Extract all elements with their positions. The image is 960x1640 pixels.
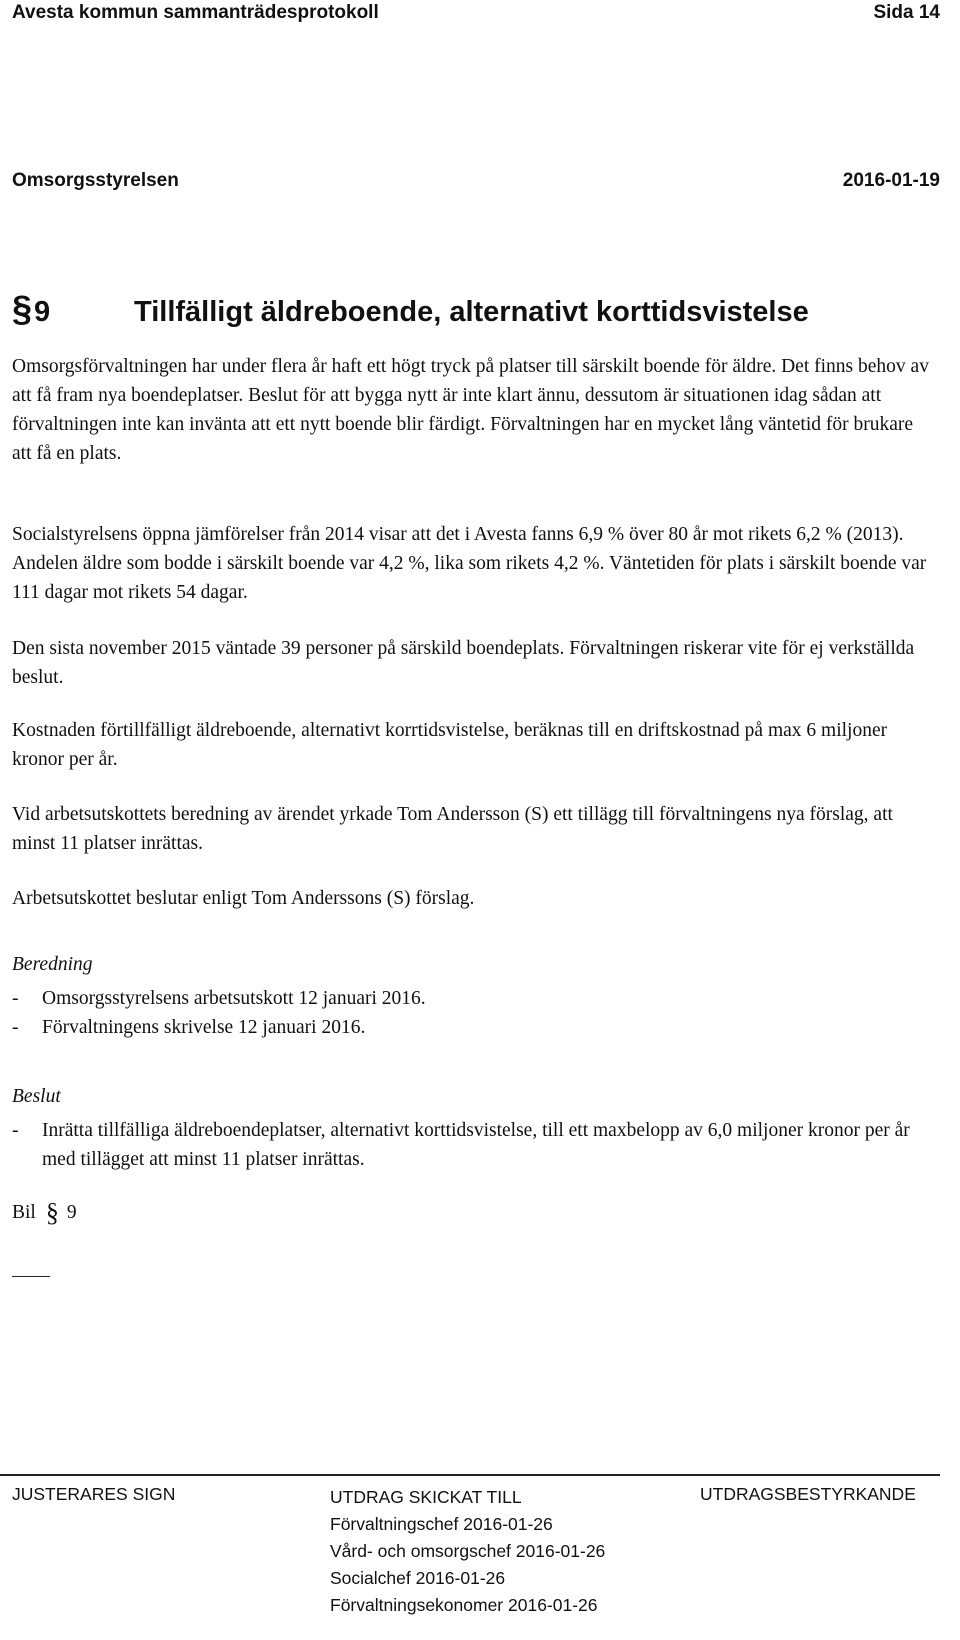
- paragraph-committee-decision: [12, 884, 932, 913]
- recipient: Förvaltningsekonomer 2016-01-26: [330, 1595, 598, 1615]
- recipient: Förvaltningschef 2016-01-26: [330, 1514, 553, 1534]
- footer-divider: [0, 1474, 940, 1476]
- attachment-label: Bil: [12, 1202, 36, 1223]
- board-name: Omsorgsstyrelsen: [12, 170, 179, 191]
- meeting-date: 2016-01-19: [842, 170, 940, 191]
- paragraph-text: Socialstyrelsens öppna jämförelser från 2014 visar att det i Avesta fanns 6,9 % över 80 år mot rikets 6,2 % (2013). Andelen äldre som bodde i särskilt boende var 4,2 %, lika som rikets 4,2 %. Väntetiden för plats i särskilt boende var 111 dagar mot rikets 54 dagar.: [12, 524, 927, 603]
- beslut-heading: Beslut: [12, 1086, 61, 1107]
- list-item: [12, 984, 932, 1013]
- utdragsbestyrkande: UTDRAGSBESTYRKANDE: [700, 1484, 916, 1504]
- paragraph-text: Den sista november 2015 väntade 39 personer på särskild boendeplats. Förvaltningen riskerar vite för ej verkställda beslut.: [12, 638, 915, 688]
- section-symbol: §: [12, 288, 33, 329]
- divider: [12, 1276, 50, 1277]
- justerares-sign: JUSTERARES SIGN: [12, 1484, 176, 1504]
- list-dash: -: [12, 988, 19, 1009]
- protocol-header: [12, 2, 940, 24]
- page-number: Sida 14: [873, 2, 940, 23]
- list-item: [12, 1116, 932, 1174]
- paragraph-waiting: [12, 634, 932, 692]
- list-item-text: Inrätta tillfälliga äldreboendeplatser, alternativt korttidsvistelse, till ett maxbelopp av 6,0 miljoner kronor per år med tillägget att minst 11 platser inrättas.: [42, 1120, 910, 1170]
- paragraph-text: Kostnaden förtillfälligt äldreboende, alternativt korrtidsvistelse, beräknas till en driftskostnad på max 6 miljoner kronor per år.: [12, 720, 888, 770]
- recipient: Socialchef 2016-01-26: [330, 1568, 506, 1588]
- meeting-header: [12, 170, 940, 192]
- paragraph-text: Vid arbetsutskottets beredning av ärendet yrkade Tom Andersson (S) ett tillägg till förvaltningens nya förslag, att minst 11 platser inrättas.: [12, 804, 893, 854]
- protocol-title: Avesta kommun sammanträdesprotokoll: [12, 2, 379, 23]
- section-title: Tillfälligt äldreboende, alternativt korttidsvistelse: [134, 296, 809, 328]
- recipient: Vård- och omsorgschef 2016-01-26: [330, 1541, 606, 1561]
- paragraph-cost: [12, 716, 932, 774]
- beredning-heading: Beredning: [12, 954, 93, 975]
- attachment-reference: [12, 1198, 932, 1227]
- section-number: 9: [34, 296, 51, 328]
- attachment-number: 9: [66, 1202, 77, 1223]
- list-item-text: Omsorgsstyrelsens arbetsutskott 12 januari 2016.: [42, 988, 426, 1009]
- paragraph-statistics: [12, 520, 932, 607]
- paragraph-proposal: [12, 800, 932, 858]
- list-item-text: Förvaltningens skrivelse 12 januari 2016.: [42, 1017, 366, 1038]
- list-dash: -: [12, 1017, 19, 1038]
- paragraph-background: [12, 352, 932, 468]
- paragraph-text: Omsorgsförvaltningen har under flera år haft ett högt tryck på platser till särskilt boende för äldre. Det finns behov av att få fram nya boendeplatser. Beslut för att bygga nytt är inte klart ännu, dessutom är situationen idag sådan att förvaltningen inte kan invänta att ett nytt boende blir färdigt. Förvaltningen har en mycket lång väntetid för brukare att få en plats.: [12, 356, 929, 464]
- list-item: [12, 1013, 932, 1042]
- utdrag-heading: UTDRAG SKICKAT TILL: [330, 1487, 522, 1507]
- paragraph-text: Arbetsutskottet beslutar enligt Tom Anderssons (S) förslag.: [12, 888, 475, 909]
- attachment-section-symbol: §: [45, 1198, 59, 1227]
- beredning-list: [12, 984, 932, 1042]
- section-heading: [12, 288, 809, 330]
- utdrag-skickat-till: [330, 1484, 605, 1619]
- list-dash: -: [12, 1120, 19, 1141]
- beslut-list: [12, 1116, 932, 1174]
